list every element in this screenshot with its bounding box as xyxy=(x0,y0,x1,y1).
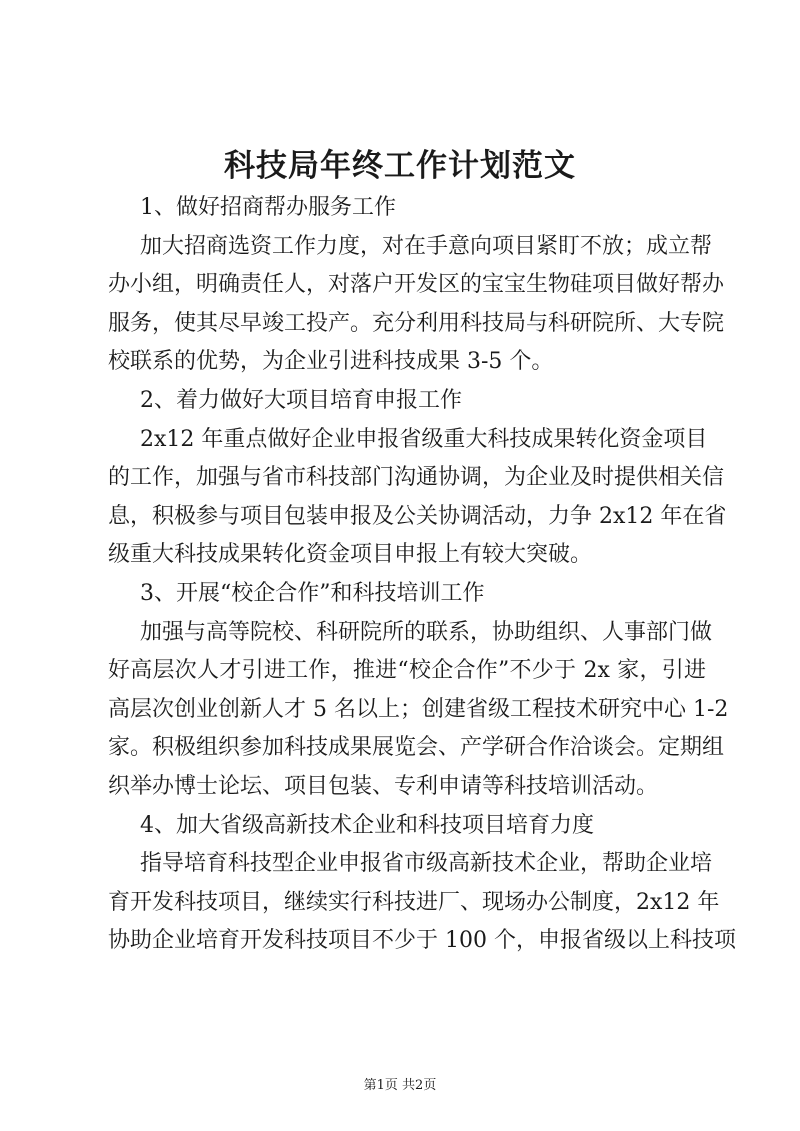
paragraph-line: 2x12 年重点做好企业申报省级重大科技成果转化资金项目 xyxy=(140,426,708,452)
section-2 xyxy=(108,382,727,575)
paragraph-line: 办小组，明确责任人，对落户开发区的宝宝生物硅项目做好帮办 xyxy=(108,272,725,298)
paragraph-line: 息，积极参与项目包装申报及公关协调活动，力争 2x12 年在省 xyxy=(108,503,727,529)
paragraph-line: 指导培育科技型企业申报省市级高新技术企业，帮助企业培 xyxy=(140,851,713,877)
paragraph-line: 织举办博士论坛、项目包装、专利申请等科技培训活动。 xyxy=(108,773,659,799)
document-body xyxy=(108,189,736,961)
section-heading: 1、做好招商帮办服务工作 xyxy=(140,195,396,220)
paragraph-line: 的工作，加强与省市科技部门沟通协调，为企业及时提供相关信 xyxy=(108,465,725,491)
paragraph-line: 育开发科技项目，继续实行科技进厂、现场办公制度，2x12 年 xyxy=(108,889,720,915)
document-title: 科技局年终工作计划范文 xyxy=(224,148,576,184)
section-heading: 4、加大省级高新技术企业和科技项目培育力度 xyxy=(140,812,594,838)
section-heading: 3、开展“校企合作”和科技培训工作 xyxy=(140,580,485,606)
section-4 xyxy=(108,807,736,961)
paragraph-line: 校联系的优势，为企业引进科技成果 3-5 个。 xyxy=(108,349,554,375)
paragraph-line: 高层次创业创新人才 5 名以上；创建省级工程技术研究中心 1-2 xyxy=(108,696,729,722)
section-3 xyxy=(108,575,729,807)
paragraph-line: 家。积极组织参加科技成果展览会、产学研合作洽谈会。定期组 xyxy=(108,735,725,761)
paragraph-line: 加强与高等院校、科研院所的联系，协助组织、人事部门做 xyxy=(140,619,713,645)
section-1 xyxy=(108,189,725,382)
paragraph-line: 服务，使其尽早竣工投产。充分利用科技局与科研院所、大专院 xyxy=(108,310,725,336)
paragraph-line: 好高层次人才引进工作，推进“校企合作”不少于 2x 家，引进 xyxy=(108,658,706,684)
paragraph-line: 级重大科技成果转化资金项目申报上有较大突破。 xyxy=(108,542,593,568)
page-footer: 第1页 共2页 xyxy=(363,1078,437,1093)
paragraph-line: 协助企业培育开发科技项目不少于 100 个，申报省级以上科技项 xyxy=(108,928,736,954)
section-heading: 2、着力做好大项目培育申报工作 xyxy=(140,387,462,413)
paragraph-line: 加大招商选资工作力度，对在手意向项目紧盯不放；成立帮 xyxy=(140,233,713,259)
